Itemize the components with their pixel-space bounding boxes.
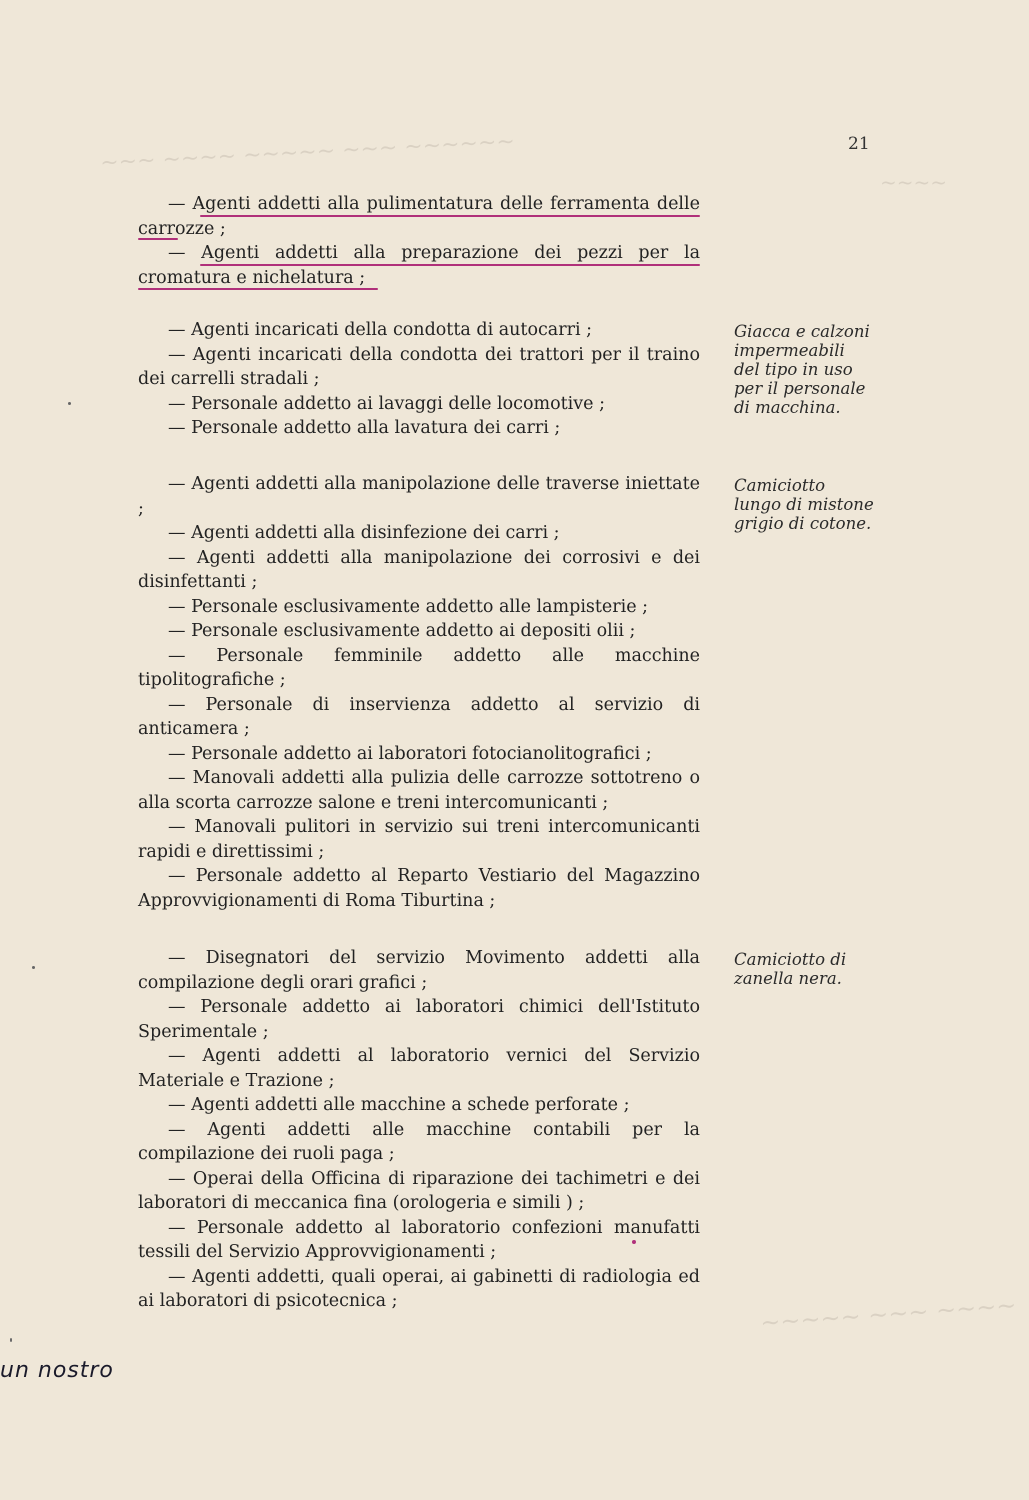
list-item: — Agenti addetti alla preparazione dei pezzi per la cromatura e nichelatura ; bbox=[138, 243, 700, 288]
list-item: — Agenti addetti alle macchine contabili per la compilazione dei ruoli paga ; bbox=[138, 1119, 700, 1164]
bleed-through-text: ~~~~ bbox=[880, 170, 948, 194]
section-2 bbox=[138, 318, 700, 441]
list-item: — Personale esclusivamente addetto alle lampisterie ; bbox=[168, 596, 649, 617]
list-item: — Operai della Officina di riparazione dei tachimetri e dei laboratori di meccanica fina (orologeria e simili ) ; bbox=[138, 1168, 700, 1213]
side-note: Camiciotto di zanella nera. bbox=[734, 950, 847, 988]
list-item: — Agenti addetti alle macchine a schede perforate ; bbox=[168, 1095, 630, 1115]
marker-dot bbox=[632, 1240, 636, 1244]
marker-underline bbox=[138, 288, 378, 290]
section-3 bbox=[138, 472, 700, 913]
list-item: — Agenti addetti, quali operai, ai gabinetti di radiologia ed ai laboratori di psicotecnica ; bbox=[138, 1266, 700, 1311]
list-item: — Agenti addetti alla manipolazione dei corrosivi e dei disinfettanti ; bbox=[138, 547, 700, 592]
marker-underline bbox=[138, 238, 178, 240]
list-item: — Personale esclusivamente addetto ai depositi olii ; bbox=[168, 621, 636, 641]
marker-underline bbox=[200, 264, 700, 266]
section-4 bbox=[138, 946, 700, 1314]
bleed-through-text: ~~~ ~~~~ ~~~~~ ~~~ ~~~~~~ bbox=[99, 129, 516, 176]
section-1 bbox=[138, 192, 700, 290]
list-item: — Agenti addetti alla manipolazione delle traverse iniettate ; bbox=[138, 474, 700, 519]
list-item: — Disegnatori del servizio Movimento addetti alla compilazione degli orari grafici ; bbox=[138, 948, 700, 993]
list-item: — Personale femminile addetto alle macchine tipolitografiche ; bbox=[138, 645, 700, 690]
marker-underline bbox=[200, 215, 700, 217]
paper-speck bbox=[68, 402, 71, 405]
paper-speck bbox=[32, 966, 35, 969]
list-item: — Agenti incaricati della condotta dei trattori per il traino dei carrelli stradali ; bbox=[138, 344, 700, 389]
list-item: — Personale addetto ai laboratori fotocianolitografici ; bbox=[168, 743, 652, 764]
list-item: — Personale addetto ai laboratori chimici dell'Istituto Sperimentale ; bbox=[138, 997, 700, 1042]
list-item: — Manovali pulitori in servizio sui treni intercomunicanti rapidi e direttissimi ; bbox=[138, 817, 700, 862]
list-item: — Agenti incaricati della condotta di autocarri ; bbox=[168, 320, 593, 340]
side-note: Giacca e calzoni impermeabili del tipo in uso per il personale di macchina. bbox=[734, 322, 870, 417]
paper-speck bbox=[10, 1338, 12, 1342]
list-item: — Personale addetto ai lavaggi delle locomotive ; bbox=[168, 393, 605, 414]
list-item: — Personale di inservienza addetto al servizio di anticamera ; bbox=[138, 694, 700, 739]
list-item: — Agenti addetti alla disinfezione dei carri ; bbox=[168, 523, 560, 543]
list-item: — Agenti addetti alla pulimentatura delle ferramenta delle carrozze ; bbox=[138, 194, 700, 239]
page-number: 21 bbox=[848, 134, 870, 154]
list-item: — Manovali addetti alla pulizia delle carrozze sottotreno o alla scorta carrozze salone e treni intercomunicanti ; bbox=[138, 768, 700, 813]
bleed-through-text: ~~~~~ ~~~ ~~~~ bbox=[759, 1291, 1018, 1337]
list-item: — Personale addetto al laboratorio confezioni manufatti tessili del Servizio Approvvigionamenti ; bbox=[138, 1217, 700, 1262]
side-note: Camiciotto lungo di mistone grigio di cotone. bbox=[734, 476, 874, 533]
list-item: — Agenti addetti al laboratorio vernici del Servizio Materiale e Trazione ; bbox=[138, 1046, 700, 1091]
list-item: — Personale addetto alla lavatura dei carri ; bbox=[168, 418, 561, 438]
margin-handwriting: un nostro bbox=[0, 1358, 114, 1383]
list-item: — Personale addetto al Reparto Vestiario del Magazzino Approvvigionamenti di Roma Tiburtina ; bbox=[138, 866, 700, 911]
